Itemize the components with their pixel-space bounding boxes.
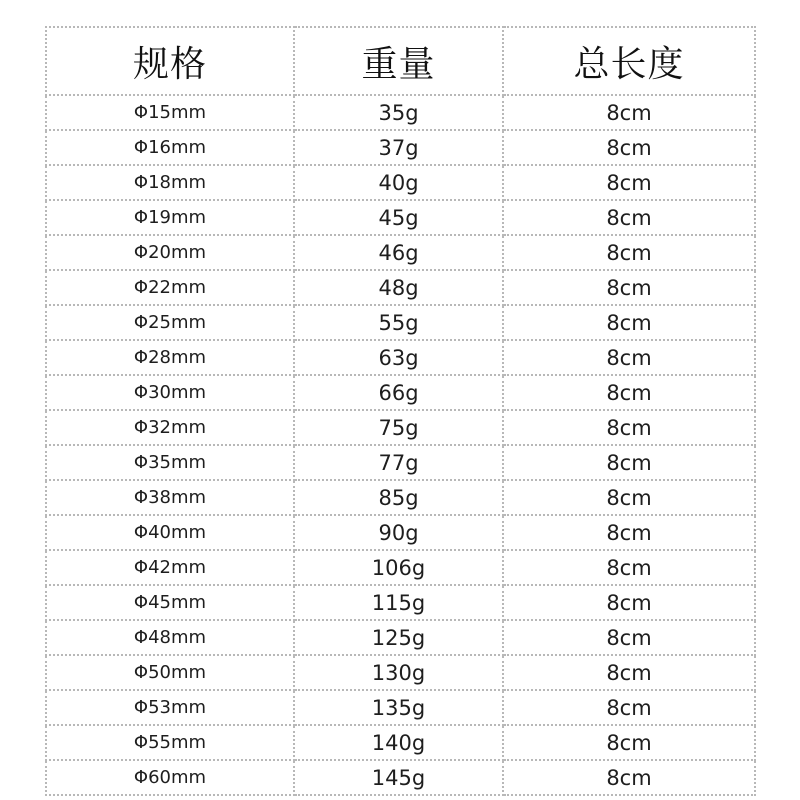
header-row — [46, 27, 755, 95]
weight-cell: 77g — [294, 445, 503, 480]
table-row — [46, 690, 755, 725]
weight-cell: 125g — [294, 620, 503, 655]
length-cell: 8cm — [503, 585, 755, 620]
spec-cell: Φ28mm — [46, 340, 294, 375]
table-row — [46, 95, 755, 130]
weight-cell: 63g — [294, 340, 503, 375]
length-cell: 8cm — [503, 375, 755, 410]
length-cell: 8cm — [503, 305, 755, 340]
spec-cell: Φ32mm — [46, 410, 294, 445]
length-cell: 8cm — [503, 480, 755, 515]
spec-cell: Φ22mm — [46, 270, 294, 305]
table-row — [46, 410, 755, 445]
length-cell: 8cm — [503, 760, 755, 795]
length-cell: 8cm — [503, 130, 755, 165]
table-body — [46, 95, 755, 795]
weight-cell: 40g — [294, 165, 503, 200]
weight-cell: 90g — [294, 515, 503, 550]
spec-cell: Φ19mm — [46, 200, 294, 235]
length-cell: 8cm — [503, 620, 755, 655]
weight-cell: 75g — [294, 410, 503, 445]
spec-cell: Φ40mm — [46, 515, 294, 550]
table-row — [46, 270, 755, 305]
length-cell: 8cm — [503, 95, 755, 130]
length-cell: 8cm — [503, 550, 755, 585]
table-row — [46, 515, 755, 550]
table-row — [46, 655, 755, 690]
length-cell: 8cm — [503, 165, 755, 200]
spec-cell: Φ20mm — [46, 235, 294, 270]
header-spec: 规格 — [46, 27, 294, 95]
length-cell: 8cm — [503, 515, 755, 550]
weight-cell: 135g — [294, 690, 503, 725]
table-row — [46, 235, 755, 270]
length-cell: 8cm — [503, 270, 755, 305]
weight-cell: 35g — [294, 95, 503, 130]
table-row — [46, 445, 755, 480]
weight-cell: 145g — [294, 760, 503, 795]
table-row — [46, 165, 755, 200]
weight-cell: 48g — [294, 270, 503, 305]
table-row — [46, 550, 755, 585]
spec-cell: Φ30mm — [46, 375, 294, 410]
header-weight: 重量 — [294, 27, 503, 95]
length-cell: 8cm — [503, 690, 755, 725]
table-row — [46, 585, 755, 620]
spec-cell: Φ45mm — [46, 585, 294, 620]
length-cell: 8cm — [503, 410, 755, 445]
spec-cell: Φ16mm — [46, 130, 294, 165]
length-cell: 8cm — [503, 655, 755, 690]
weight-cell: 66g — [294, 375, 503, 410]
table-row — [46, 480, 755, 515]
weight-cell: 130g — [294, 655, 503, 690]
weight-cell: 37g — [294, 130, 503, 165]
spec-cell: Φ55mm — [46, 725, 294, 760]
length-cell: 8cm — [503, 340, 755, 375]
weight-cell: 140g — [294, 725, 503, 760]
length-cell: 8cm — [503, 235, 755, 270]
spec-cell: Φ53mm — [46, 690, 294, 725]
weight-cell: 115g — [294, 585, 503, 620]
table-row — [46, 200, 755, 235]
spec-cell: Φ50mm — [46, 655, 294, 690]
weight-cell: 55g — [294, 305, 503, 340]
spec-cell: Φ60mm — [46, 760, 294, 795]
weight-cell: 106g — [294, 550, 503, 585]
length-cell: 8cm — [503, 200, 755, 235]
weight-cell: 85g — [294, 480, 503, 515]
header-total-length: 总长度 — [503, 27, 755, 95]
spec-cell: Φ15mm — [46, 95, 294, 130]
spec-cell: Φ35mm — [46, 445, 294, 480]
table-row — [46, 130, 755, 165]
table-row — [46, 760, 755, 795]
table-row — [46, 725, 755, 760]
table-row — [46, 305, 755, 340]
table-row — [46, 340, 755, 375]
spec-cell: Φ25mm — [46, 305, 294, 340]
length-cell: 8cm — [503, 725, 755, 760]
spec-table — [45, 26, 756, 796]
spec-cell: Φ18mm — [46, 165, 294, 200]
spec-cell: Φ42mm — [46, 550, 294, 585]
weight-cell: 45g — [294, 200, 503, 235]
length-cell: 8cm — [503, 445, 755, 480]
spec-cell: Φ38mm — [46, 480, 294, 515]
table-row — [46, 620, 755, 655]
weight-cell: 46g — [294, 235, 503, 270]
table-row — [46, 375, 755, 410]
spec-cell: Φ48mm — [46, 620, 294, 655]
